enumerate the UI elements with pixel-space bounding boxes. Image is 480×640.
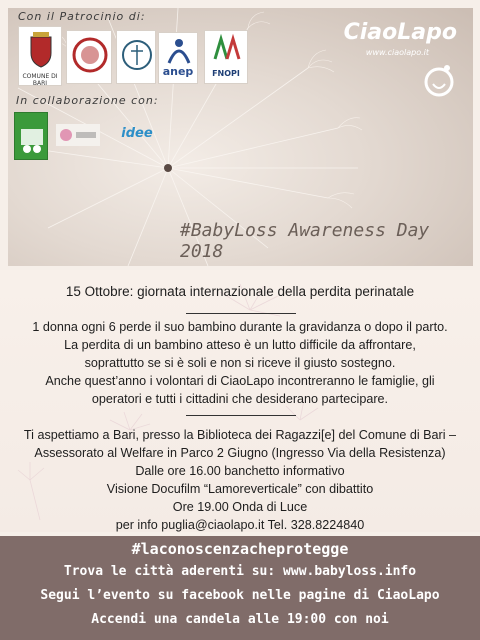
- paragraph-line: Ore 19.00 Onda di Luce: [172, 500, 308, 514]
- ciaolapo-url: www.ciaolapo.it: [365, 48, 429, 57]
- fnopi-caption: FNOPI: [212, 69, 240, 78]
- anep-emblem-icon: [159, 33, 198, 69]
- biblioteca-ragazzi-logo: [14, 112, 48, 160]
- collab-emblem-icon: [56, 124, 100, 146]
- event-title: #BabyLoss Awareness Day 2018: [180, 220, 430, 262]
- coat-of-arms-icon: [19, 27, 62, 75]
- paragraph-line: Assessorato al Welfare in Parco 2 Giugno (Ingresso Via della Resistenza): [34, 446, 446, 460]
- paragraph-line: operatori e tutti i cittadini che desiderano partecipare.: [91, 392, 389, 406]
- header-banner: [8, 8, 473, 266]
- paragraph-line: 1 donna ogni 6 perde il suo bambino durante la gravidanza o dopo il parto.: [32, 320, 448, 334]
- fnopi-logo: [204, 30, 248, 84]
- fnopi-emblem-icon: [205, 31, 248, 67]
- find-cities-line: Trova le città aderenti su: www.babyloss.info: [63, 564, 417, 579]
- follow-facebook-line: Segui l’evento su facebook nelle pagine di CiaoLapo: [40, 588, 440, 603]
- library-icon: [15, 113, 48, 160]
- event-details: [0, 270, 480, 532]
- collab-logo-2: [56, 124, 100, 146]
- comune-di-bari-logo: [18, 26, 62, 86]
- paragraph-line: soprattutto se si è soli e non si riceve il giusto sostegno.: [84, 356, 396, 370]
- divider: [186, 415, 296, 416]
- anep-logo: [158, 32, 198, 84]
- patronage-label: Con il Patrocinio di:: [18, 10, 146, 23]
- collaboration-label: In collaborazione con:: [16, 94, 159, 107]
- divider: [186, 313, 296, 314]
- idee-logo: [116, 124, 158, 152]
- paragraph-line: Anche quest’anno i volontari di CiaoLapo incontreranno le famiglie, gli: [45, 374, 435, 388]
- light-candle-line: Accendi una candela alle 19:00 con noi: [91, 612, 389, 627]
- patron-logo-3: [116, 30, 156, 84]
- paragraph-line: La perdita di un bambino atteso è un lutto difficile da affrontare,: [64, 338, 416, 352]
- patron-logo-2: [66, 30, 112, 84]
- comune-di-bari-caption: COMUNE DI BARI: [22, 73, 58, 86]
- ciaolapo-brand: CiaoLapo: [343, 20, 457, 45]
- contact-line: per info puglia@ciaolapo.it Tel. 328.8224840: [115, 518, 365, 532]
- campaign-hashtag: #laconoscenzacheprotegge: [131, 540, 349, 558]
- paragraph-line: Ti aspettiamo a Bari, presso la Biblioteca dei Ragazzi[e] del Comune di Bari –: [23, 428, 457, 442]
- paragraph-line: Dalle ore 16.00 banchetto informativo: [135, 464, 345, 478]
- seal-icon: [67, 31, 112, 84]
- footer-band: [0, 536, 480, 640]
- anep-caption: anep: [162, 65, 194, 78]
- circle-emblem-icon: [117, 31, 156, 84]
- ciaolapo-logo-icon: [419, 60, 459, 100]
- content-heading: 15 Ottobre: giornata internazionale della perdita perinatale: [65, 284, 415, 299]
- paragraph-line: Visione Docufilm “Lamoreverticale” con dibattito: [106, 482, 374, 496]
- idee-caption: idee: [121, 126, 153, 141]
